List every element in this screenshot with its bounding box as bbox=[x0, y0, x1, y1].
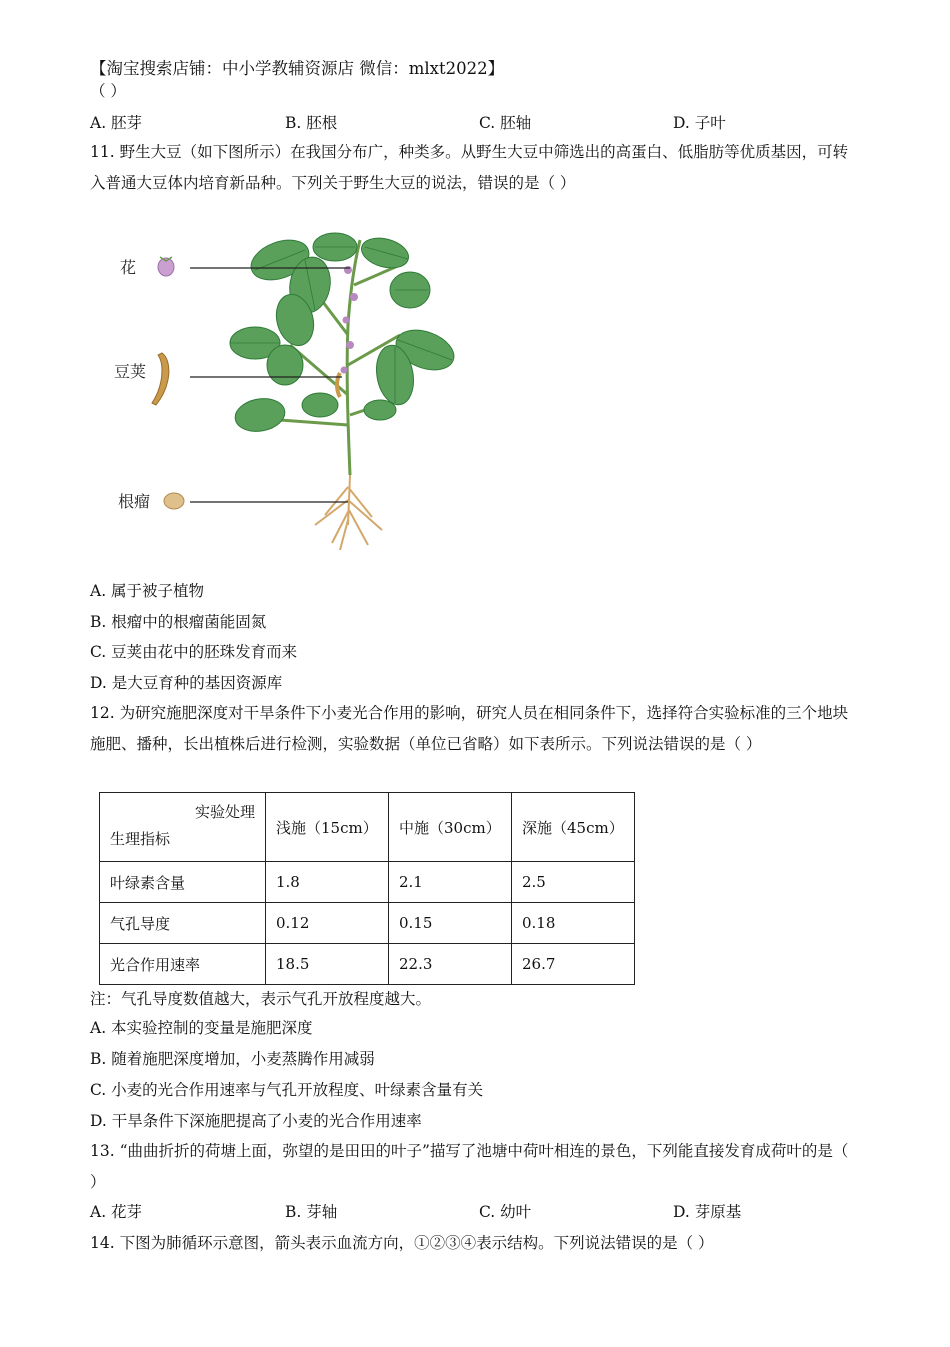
q13-stem: 13. “曲曲折折的荷塘上面，弥望的是田田的叶子”描写了池塘中荷叶相连的景色，下列能直接发育成荷叶的是（ ） bbox=[90, 1142, 849, 1191]
q11-option-c: C. 豆荚由花中的胚珠发育而来 bbox=[90, 643, 298, 661]
q13-option-d: D. 芽原基 bbox=[673, 1203, 742, 1221]
table-cell: 0.18 bbox=[512, 903, 635, 944]
q13-option-a: A. 花芽 bbox=[90, 1203, 143, 1221]
column-header-shallow: 浅施（15cm） bbox=[266, 793, 389, 862]
q12-option-d: D. 干旱条件下深施肥提高了小麦的光合作用速率 bbox=[90, 1112, 422, 1130]
q10-paren: （ ） bbox=[90, 82, 126, 100]
flowers bbox=[341, 266, 359, 374]
q11-option-a: A. 属于被子植物 bbox=[90, 582, 205, 600]
label-flower: 花 bbox=[120, 258, 137, 277]
q11-stem: 11. 野生大豆（如下图所示）在我国分布广，种类多。从野生大豆中筛选出的高蛋白、低脂肪等优质基因，可转入普通大豆体内培育新品种。下列关于野生大豆的说法，错误的是（ ） bbox=[90, 143, 849, 192]
label-pod: 豆荚 bbox=[114, 362, 147, 381]
table-cell: 0.15 bbox=[389, 903, 512, 944]
table-cell: 2.5 bbox=[512, 862, 635, 903]
table-cell: 0.12 bbox=[266, 903, 389, 944]
corner-label-treatment: 实验处理 bbox=[194, 803, 255, 821]
shop-header: 【淘宝搜索店铺：中小学教辅资源店 微信：mlxt2022】 bbox=[90, 59, 505, 78]
table-cell: 22.3 bbox=[389, 944, 512, 985]
label-root-nodule: 根瘤 bbox=[118, 492, 151, 511]
table-cell: 1.8 bbox=[266, 862, 389, 903]
q10-option-d: D. 子叶 bbox=[673, 114, 726, 132]
q10-option-b: B. 胚根 bbox=[285, 114, 338, 132]
table-cell: 18.5 bbox=[266, 944, 389, 985]
table-header-row bbox=[100, 793, 635, 862]
q12-option-a: A. 本实验控制的变量是施肥深度 bbox=[90, 1019, 313, 1037]
row-label: 气孔导度 bbox=[100, 903, 266, 944]
q10-option-a: A. 胚芽 bbox=[90, 114, 143, 132]
table-row bbox=[100, 903, 635, 944]
pod-icon bbox=[152, 353, 169, 405]
corner-label-indicator: 生理指标 bbox=[110, 830, 171, 848]
q13-option-b: B. 芽轴 bbox=[285, 1203, 338, 1221]
table-cell: 2.1 bbox=[389, 862, 512, 903]
q12-option-c: C. 小麦的光合作用速率与气孔开放程度、叶绿素含量有关 bbox=[90, 1081, 484, 1099]
column-header-deep: 深施（45cm） bbox=[512, 793, 635, 862]
callout-nodule bbox=[118, 492, 348, 511]
soybean-figure bbox=[110, 225, 480, 555]
q12-stem: 12. 为研究施肥深度对干旱条件下小麦光合作用的影响，研究人员在相同条件下，选择符合实验标准的三个地块施肥、播种，长出植株后进行检测，实验数据（单位已省略）如下表所示。下列说法错误的是（ ） bbox=[90, 704, 849, 753]
row-label: 光合作用速率 bbox=[100, 944, 266, 985]
soybean-plant-illustration bbox=[110, 225, 480, 555]
table-row bbox=[100, 944, 635, 985]
leaves bbox=[230, 233, 459, 435]
q11-option-b: B. 根瘤中的根瘤菌能固氮 bbox=[90, 613, 267, 631]
q13-option-c: C. 幼叶 bbox=[479, 1203, 532, 1221]
experiment-table bbox=[99, 792, 635, 985]
q11-option-d: D. 是大豆育种的基因资源库 bbox=[90, 674, 283, 692]
row-label: 叶绿素含量 bbox=[100, 862, 266, 903]
q12-option-b: B. 随着施肥深度增加，小麦蒸腾作用减弱 bbox=[90, 1050, 375, 1068]
table-corner-cell bbox=[100, 793, 266, 862]
q12-note: 注：气孔导度数值越大，表示气孔开放程度越大。 bbox=[90, 990, 432, 1008]
q14-stem: 14. 下图为肺循环示意图，箭头表示血流方向，①②③④表示结构。下列说法错误的是（ ） bbox=[90, 1234, 714, 1252]
column-header-medium: 中施（30cm） bbox=[389, 793, 512, 862]
q10-option-c: C. 胚轴 bbox=[479, 114, 532, 132]
root-system bbox=[315, 475, 382, 550]
table-cell: 26.7 bbox=[512, 944, 635, 985]
table-row bbox=[100, 862, 635, 903]
root-nodule-icon bbox=[164, 493, 184, 509]
